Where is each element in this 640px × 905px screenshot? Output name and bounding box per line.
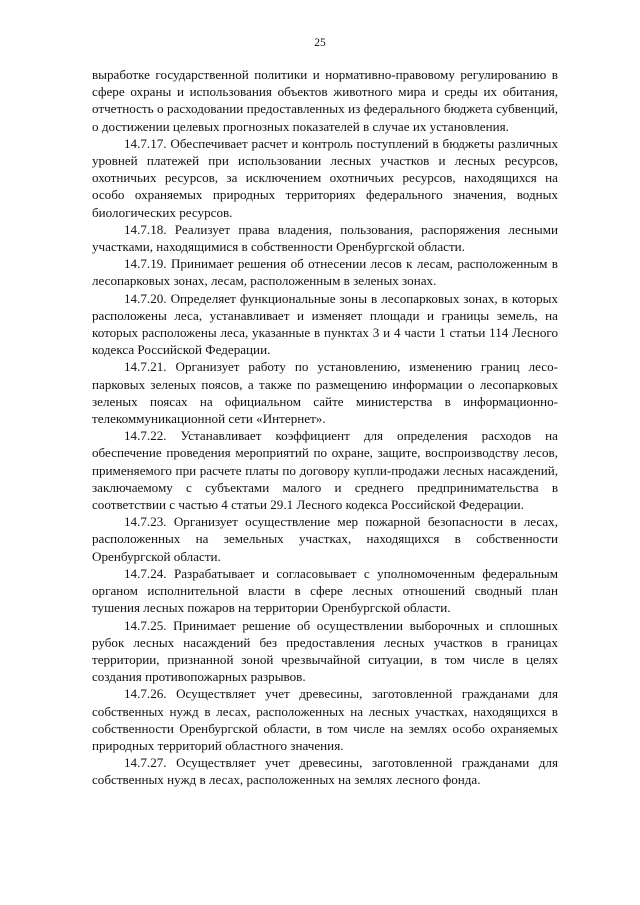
document-body	[92, 66, 558, 789]
paragraph-14-7-23: 14.7.23. Организует осуществление мер пожарной безопасности в лесах, расположенных на земельных участках, находящихся в собственности Оренбургской области.	[92, 514, 558, 564]
paragraph-14-7-24: 14.7.24. Разрабатывает и согласовывает с уполномоченным федеральным органом исполнительной власти в сфере лесных отношений сводный план тушения лесных пожаров на территории Оренбургской области.	[92, 565, 558, 616]
paragraph-14-7-17: 14.7.17. Обеспечивает расчет и контроль поступлений в бюджеты различных уровней платежей при использовании лесных участков и лесных ресурсов, охотничьих ресурсов, за исключением охотничьих ресурсов, находящихся на особо охраняемых природных территориях федерального значения, водных биологических ресурсов.	[92, 135, 558, 220]
paragraph: выработке государственной политики и нормативно-правовому регулированию в сфере охраны и использования объектов животного мира и среды их обитания, отчетность о расходовании предоставленных из федерального бюджета субвенций, о достижении целевых прогнозных показателей в случае их установления.	[92, 67, 558, 134]
paragraph-14-7-19: 14.7.19. Принимает решения об отнесении лесов к лесам, расположенным в лесопарковых зонах, лесам, расположенным в зеленых зонах.	[92, 256, 558, 289]
paragraph-14-7-20: 14.7.20. Определяет функциональные зоны в лесопарковых зонах, в которых расположены леса, устанавливает и изменяет площади и границы земель, на которых расположены леса, указанные в пунктах 3 и 4 части 1 статьи 114 Лесного кодекса Российской Федерации.	[92, 290, 558, 358]
paragraph-14-7-25: 14.7.25. Принимает решение об осуществлении выборочных и сплошных рубок лесных насаждений без предоставления лесных участков в границах территории, признанной зоной чрезвычайной ситуации, в том числе в целях создания противопожарных разрывов.	[92, 617, 558, 685]
paragraph-14-7-22: 14.7.22. Устанавливает коэффициент для определения расходов на обеспечение проведения мероприятий по охране, защите, воспроизводству лесов, применяемого при расчете платы по договору купли-продажи лесных насаждений, заключаемому с субъектами малого и среднего предпринимательства в соответствии с частью 4 статьи 29.1 Лесного кодекса Российской Федерации.	[92, 428, 558, 513]
paragraph-14-7-18: 14.7.18. Реализует права владения, пользования, распоряжения лесными участками, находящимися в собственности Оренбургской области.	[92, 221, 558, 255]
paragraph-14-7-26: 14.7.26. Осуществляет учет древесины, заготовленной гражданами для собственных нужд в лесах, расположенных на лесных участках, находящихся в собственности Оренбургской области, в том числе на землях особо охраняемых природных территорий областного значения.	[92, 686, 558, 753]
paragraph-14-7-21: 14.7.21. Организует работу по установлению, изменению границ лесопарковых зеленых поясов, а также по размещению информации о лесопарковых зеленых поясах на официальном сайте министерства в информационно-телекоммуникационной сети «Интернет».	[92, 359, 558, 427]
paragraph-14-7-27: 14.7.27. Осуществляет учет древесины, заготовленной гражданами для собственных нужд в лесах, расположенных на землях лесного фонда.	[92, 755, 558, 788]
page-number: 25	[314, 37, 326, 49]
